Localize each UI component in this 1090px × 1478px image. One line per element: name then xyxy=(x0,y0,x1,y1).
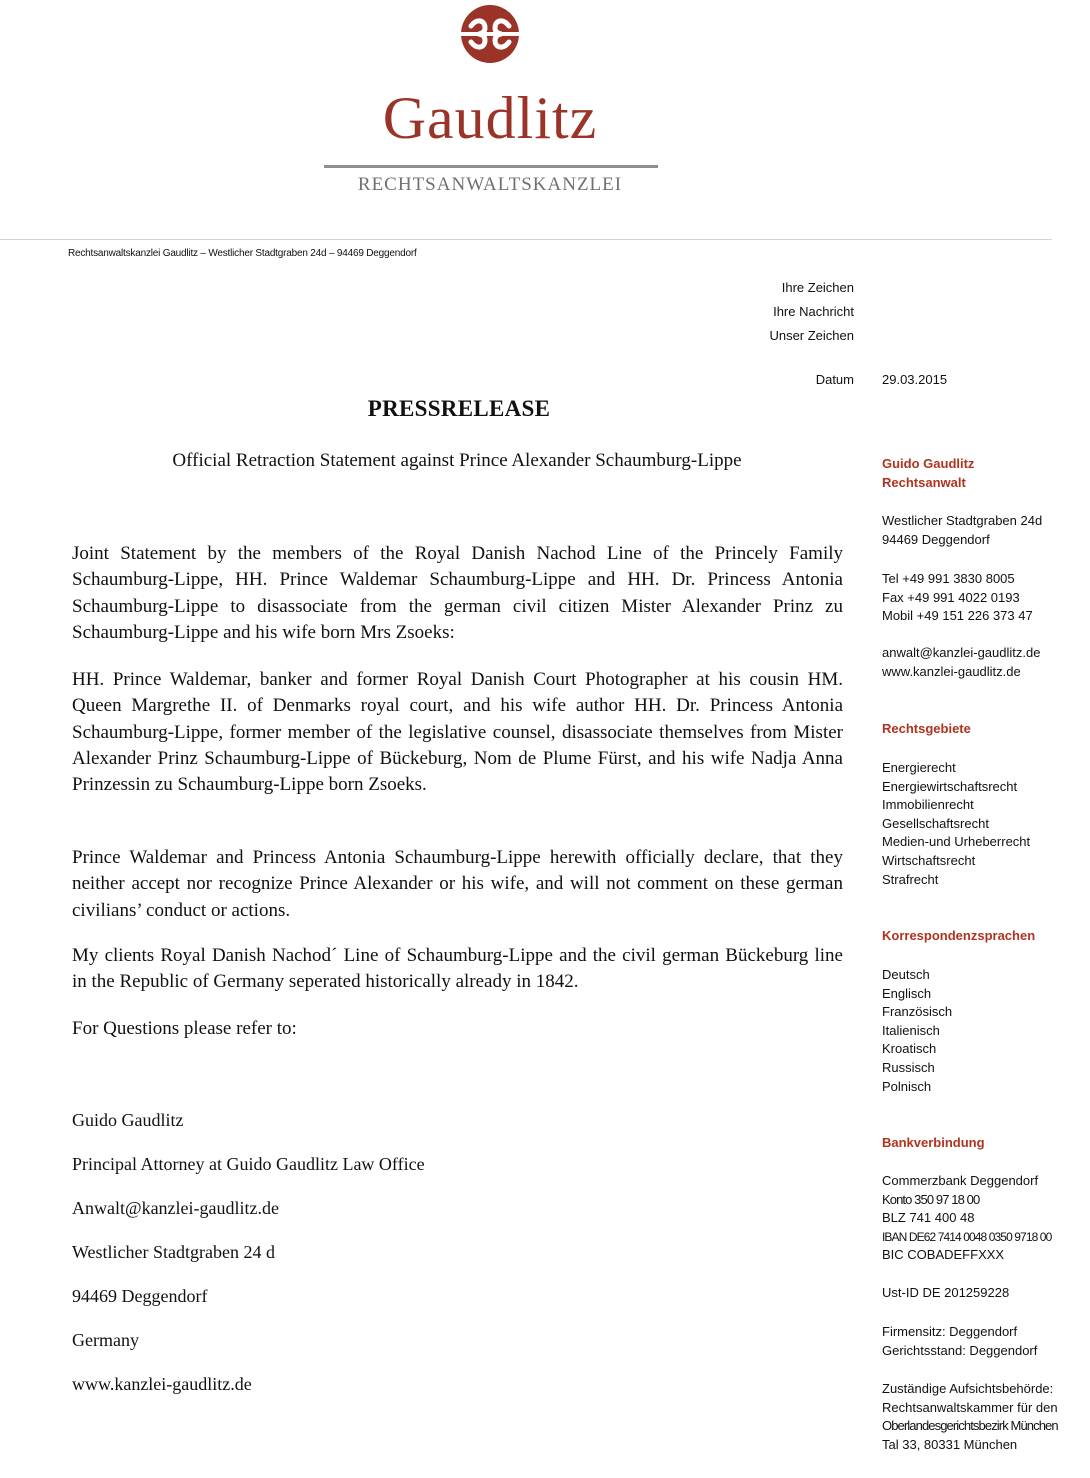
sidebar-address: Westlicher Stadtgraben 24d 94469 Deggendorf xyxy=(882,513,1043,547)
header-divider xyxy=(0,239,1052,240)
sprachen-list xyxy=(882,966,1082,1096)
contact-name: Guido Gaudlitz xyxy=(72,1110,184,1130)
ref-datum-label: Datum xyxy=(815,372,854,387)
sidebar-website-link[interactable]: www.kanzlei-gaudlitz.de xyxy=(882,663,1021,679)
sidebar-phones: Tel +49 991 3830 8005 Fax +49 991 4022 0193 Mobil +49 151 226 373 47 xyxy=(882,571,1033,624)
contact-street: Westlicher Stadtgraben 24 d xyxy=(72,1242,275,1262)
list-item: Russisch xyxy=(882,1059,935,1075)
list-item: Gesellschaftsrecht xyxy=(882,815,989,831)
list-item: Energierecht xyxy=(882,760,956,775)
list-item: Wirtschaftsrecht xyxy=(882,852,976,868)
document-subtitle: Official Retraction Statement against Prince Alexander Schaumburg-Lippe xyxy=(172,450,742,471)
bank-details: Commerzbank Deggendorf Konto 350 97 18 00 BLZ 741 400 48 IBAN DE62 7414 0048 0350 9718 00 BIC COBADEFFXXX xyxy=(882,1173,1052,1263)
paragraph-declaration: Prince Waldemar and Princess Antonia Schaumburg-Lippe herewith officially declare, that they neither accept nor recognize Prince Alexander or his wife, and will not comment on these german civilians’ conduct or actions. xyxy=(72,847,843,921)
sidebar-role: Rechtsanwalt xyxy=(882,475,966,490)
list-item: Immobilienrecht xyxy=(882,797,974,813)
sidebar-email-link[interactable]: anwalt@kanzlei-gaudlitz.de xyxy=(882,645,1041,660)
firmensitz: Firmensitz: Deggendorf Gerichtsstand: Deggendorf xyxy=(882,1324,1038,1358)
contact-email[interactable]: Anwalt@kanzlei-gaudlitz.de xyxy=(72,1198,279,1218)
ref-unser-zeichen: Unser Zeichen xyxy=(769,328,854,343)
paragraph-disassociation: HH. Prince Waldemar, banker and former Royal Danish Court Photographer at his cousin HM. Queen Margrethe II. of Denmarks royal court, and his wife author HH. Dr. Princess Antonia Schaumburg-Lippe, former member of the legislative counsel, disassociate themselves from Mister Alexander Prinz Schaumburg-Lippe of Bückeburg, Nom de Plume Fürst, and his wife Nadja Anna Prinzessin zu Schaumburg-Lippe born Zsoeks. xyxy=(72,669,843,796)
logo-divider xyxy=(324,165,658,168)
aufsichtsbehoerde: Zuständige Aufsichtsbehörde: Rechtsanwaltskammer für den Oberlandesgerichtsbezirk München Tal 33, 80331 München xyxy=(882,1381,1058,1452)
rechtsgebiete-list xyxy=(882,759,1082,889)
sender-address-line: Rechtsanwaltskanzlei Gaudlitz – Westlicher Stadtgraben 24d – 94469 Deggendorf xyxy=(68,248,417,259)
ref-ihre-nachricht: Ihre Nachricht xyxy=(773,304,854,319)
paragraph-questions: For Questions please refer to: xyxy=(72,1018,297,1039)
contact-city: 94469 Deggendorf xyxy=(72,1286,208,1306)
document-title: PRESSRELEASE xyxy=(367,396,551,421)
kanzlei-logo-icon xyxy=(455,4,525,64)
logo-name: Gaudlitz xyxy=(382,85,598,151)
sidebar-name: Guido Gaudlitz xyxy=(882,456,975,471)
ust-id: Ust-ID DE 201259228 xyxy=(882,1285,1010,1300)
paragraph-history: My clients Royal Danish Nachod´ Line of Schaumburg-Lippe and the civil german Bückeburg line in the Republic of Germany seperated historically already in 1842. xyxy=(72,945,843,993)
list-item: Französisch xyxy=(882,1004,953,1020)
list-item: Italienisch xyxy=(882,1022,940,1038)
contact-website[interactable]: www.kanzlei-gaudlitz.de xyxy=(72,1374,252,1394)
sidebar-web xyxy=(882,644,1082,681)
list-item: Polnisch xyxy=(882,1078,932,1094)
paragraph-joint-statement: Joint Statement by the members of the Royal Danish Nachod Line of the Princely Family Schaumburg-Lippe, HH. Prince Waldemar Schaumburg-Lippe and HH. Dr. Princess Antonia Schaumburg-Lippe to disassociate from the german civil citizen Mister Alexander Prinz zu Schaumburg-Lippe and his wife born Mrs Zsoeks: xyxy=(72,543,843,643)
list-item: Energiewirtschaftsrecht xyxy=(882,778,1018,794)
list-item: Strafrecht xyxy=(882,871,939,887)
sprachen-heading: Korrespondenzsprachen xyxy=(882,928,1036,943)
ref-datum-value: 29.03.2015 xyxy=(882,372,948,387)
list-item: Kroatisch xyxy=(882,1041,937,1057)
list-item: Deutsch xyxy=(882,967,930,982)
contact-country: Germany xyxy=(72,1330,139,1350)
list-item: Englisch xyxy=(882,985,932,1001)
bank-heading: Bankverbindung xyxy=(882,1135,985,1150)
list-item: Medien-und Urheberrecht xyxy=(882,834,1031,850)
logo-subtitle: RECHTSANWALTSKANZLEI xyxy=(357,174,623,195)
rechtsgebiete-heading: Rechtsgebiete xyxy=(882,721,971,736)
contact-role: Principal Attorney at Guido Gaudlitz Law Office xyxy=(72,1154,425,1174)
ref-ihre-zeichen: Ihre Zeichen xyxy=(781,280,854,295)
